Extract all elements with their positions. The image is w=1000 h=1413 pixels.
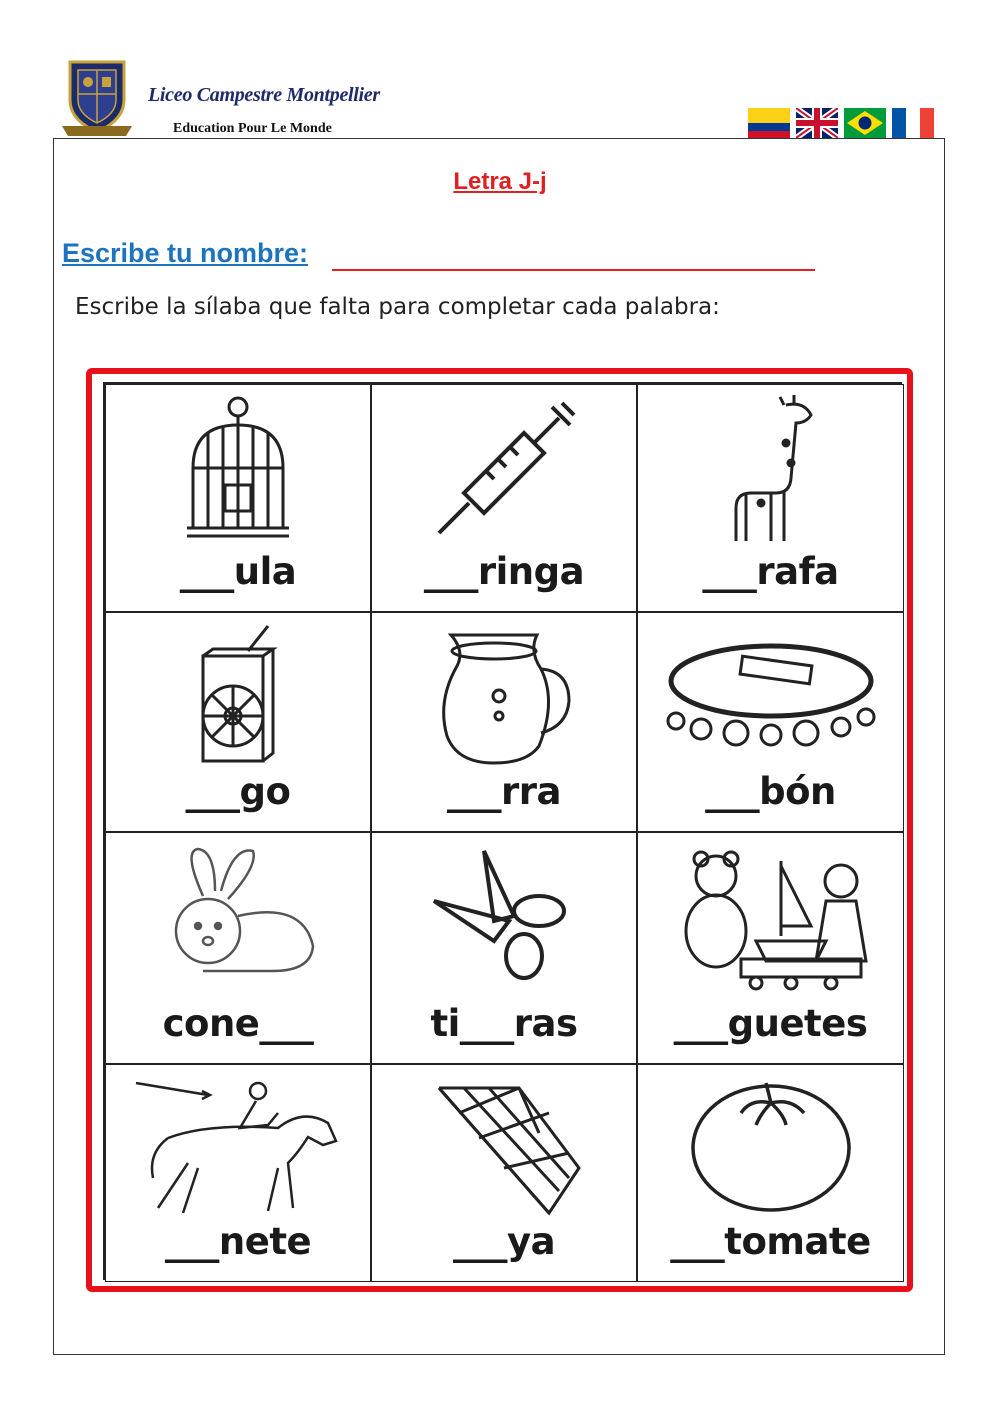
exercise-cell bbox=[105, 1064, 371, 1282]
instruction-text: Escribe la sílaba que falta para completar cada palabra: bbox=[75, 294, 720, 320]
jewel-icon bbox=[419, 1073, 589, 1223]
word-prompt: ___guetes bbox=[673, 1002, 868, 1045]
word-prompt: ti___ras bbox=[430, 1002, 578, 1045]
word-prompt: ___tomate bbox=[670, 1220, 871, 1263]
uk-flag-icon bbox=[796, 108, 838, 138]
exercise-cell bbox=[371, 1064, 637, 1282]
exercise-cell bbox=[105, 384, 371, 612]
exercise-cell bbox=[105, 612, 371, 832]
tomato-icon bbox=[686, 1073, 856, 1223]
word-prompt: ___ya bbox=[452, 1220, 556, 1263]
word-prompt: ___bón bbox=[705, 770, 836, 813]
exercise-cell bbox=[637, 612, 904, 832]
toys-icon bbox=[661, 841, 881, 991]
name-label: Escribe tu nombre: bbox=[62, 238, 309, 268]
page-header bbox=[0, 0, 1000, 140]
word-prompt: ___rafa bbox=[702, 550, 839, 593]
exercise-cell bbox=[637, 832, 904, 1064]
exercise-cell bbox=[105, 832, 371, 1064]
soap-bar-icon bbox=[656, 621, 886, 771]
exercise-cell bbox=[637, 384, 904, 612]
worksheet-title: Letra J-j bbox=[453, 168, 547, 195]
name-write-line[interactable] bbox=[332, 269, 815, 271]
exercise-cell bbox=[371, 832, 637, 1064]
word-prompt: cone___ bbox=[162, 1002, 314, 1045]
rabbit-icon bbox=[153, 841, 323, 991]
juice-box-icon bbox=[178, 621, 298, 771]
colombia-flag-icon bbox=[748, 108, 790, 138]
word-prompt: ___nete bbox=[164, 1220, 312, 1263]
jockey-horse-icon bbox=[128, 1073, 348, 1223]
exercise-grid bbox=[103, 382, 902, 1280]
school-name: Liceo Campestre Montpellier bbox=[148, 84, 380, 106]
giraffe-icon bbox=[706, 393, 836, 543]
word-prompt: ___go bbox=[185, 770, 291, 813]
language-flags bbox=[748, 108, 934, 138]
school-crest-logo bbox=[62, 56, 132, 140]
exercise-cell bbox=[371, 612, 637, 832]
exercise-cell bbox=[371, 384, 637, 612]
birdcage-icon bbox=[173, 393, 303, 543]
word-prompt: ___rra bbox=[447, 770, 561, 813]
scissors-icon bbox=[424, 841, 584, 991]
school-motto: Education Pour Le Monde bbox=[173, 121, 332, 136]
exercise-cell bbox=[637, 1064, 904, 1282]
word-prompt: ___ringa bbox=[423, 550, 585, 593]
name-row bbox=[62, 238, 308, 272]
brazil-flag-icon bbox=[844, 108, 886, 138]
pitcher-icon bbox=[429, 621, 579, 771]
france-flag-icon bbox=[892, 108, 934, 138]
word-prompt: ___ula bbox=[179, 550, 297, 593]
syringe-icon bbox=[424, 393, 584, 543]
